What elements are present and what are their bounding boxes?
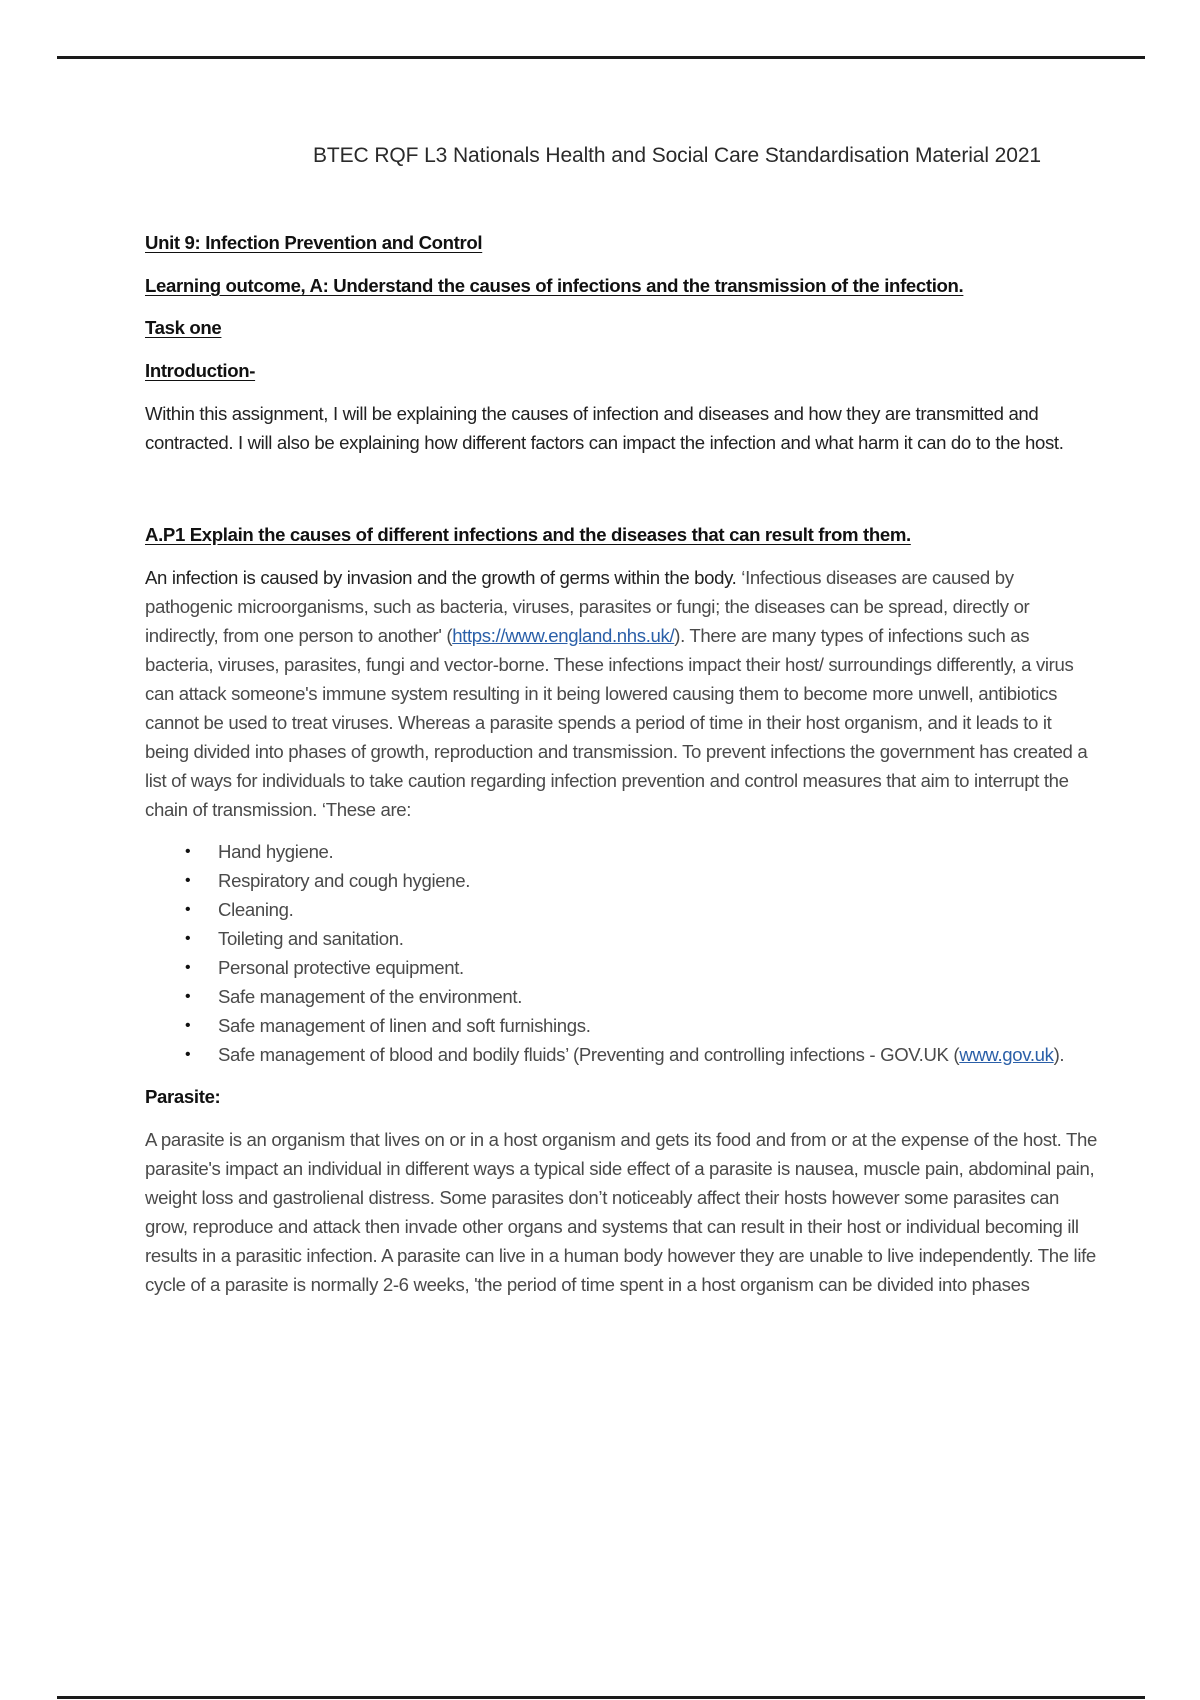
top-rule <box>57 56 1145 59</box>
bullet-icon: • <box>185 930 191 947</box>
bullet-icon: • <box>185 901 191 918</box>
bullet-icon: • <box>185 1017 191 1034</box>
prevention-measures-list <box>145 837 1100 1069</box>
ap1-heading: A.P1 Explain the causes of different infections and the diseases that can result from them. <box>145 524 911 545</box>
task-heading: Task one <box>145 317 222 338</box>
list-item: • Cleaning. <box>145 895 1100 924</box>
document-body <box>145 228 1100 1299</box>
gov-uk-link[interactable]: www.gov.uk <box>959 1044 1054 1065</box>
list-item: • Safe management of blood and bodily fluids’ (Preventing and controlling infections - GOV.UK (www.gov.uk). <box>145 1040 1100 1069</box>
learning-outcome-heading: Learning outcome, A: Understand the causes of infections and the transmission of the infection. <box>145 275 964 296</box>
list-item: • Toileting and sanitation. <box>145 924 1100 953</box>
unit-heading: Unit 9: Infection Prevention and Control <box>145 232 483 253</box>
nhs-england-link[interactable]: https://www.england.nhs.uk/ <box>452 625 675 646</box>
ap1-quote-text: ‘Infectious diseases are caused by pathogenic microorganisms, such as bacteria, viruses, parasites or fungi; the diseases can be spread, directly or indirectly, from one person to another' ( <box>145 567 1030 646</box>
bullet-icon: • <box>185 872 191 889</box>
list-item: • Safe management of the environment. <box>145 982 1100 1011</box>
list-item: • Respiratory and cough hygiene. <box>145 866 1100 895</box>
ap1-intro-text: An infection is caused by invasion and the growth of germs within the body. <box>145 567 737 588</box>
bullet-icon: • <box>185 843 191 860</box>
bullet-icon: • <box>185 1046 191 1063</box>
ap1-paragraph <box>145 563 1100 824</box>
bullet-icon: • <box>185 988 191 1005</box>
page-header-title: BTEC RQF L3 Nationals Health and Social Care Standardisation Material 2021 <box>313 144 1041 167</box>
bottom-rule <box>57 1696 1145 1699</box>
ap1-rest-text: ). There are many types of infections such as bacteria, viruses, parasites, fungi and vector-borne. These infections impact their host/ surroundings differently, a virus can attack someone's immune system resulting in it being lowered causing them to become more unwell, antibiotics cannot be used to treat viruses. Whereas a parasite spends a period of time in their host organism, and it leads to it being divided into phases of growth, reproduction and transmission. To prevent infections the government has created a list of ways for individuals to take caution regarding infection prevention and control measures that aim to interrupt the chain of transmission. ‘These are: <box>145 625 1088 820</box>
parasite-paragraph: A parasite is an organism that lives on or in a host organism and gets its food and from or at the expense of the host. The parasite's impact an individual in different ways a typical side effect of a parasite is nausea, muscle pain, abdominal pain, weight loss and gastrolienal distress. Some parasites don’t noticeably affect their hosts however some parasites can grow, reproduce and attack then invade other organs and systems that can result in their host or individual becoming ill results in a parasitic infection. A parasite can live in a human body however they are unable to live independently. The life cycle of a parasite is normally 2-6 weeks, 'the period of time spent in a host organism can be divided into phases <box>145 1129 1097 1295</box>
list-item: • Personal protective equipment. <box>145 953 1100 982</box>
parasite-heading: Parasite: <box>145 1086 221 1107</box>
introduction-paragraph: Within this assignment, I will be explaining the causes of infection and diseases and how they are transmitted and contracted. I will also be explaining how different factors can impact the infection and what harm it can do to the host. <box>145 403 1064 453</box>
introduction-heading: Introduction- <box>145 360 256 381</box>
list-item: • Hand hygiene. <box>145 837 1100 866</box>
bullet-icon: • <box>185 959 191 976</box>
list-item: • Safe management of linen and soft furnishings. <box>145 1011 1100 1040</box>
